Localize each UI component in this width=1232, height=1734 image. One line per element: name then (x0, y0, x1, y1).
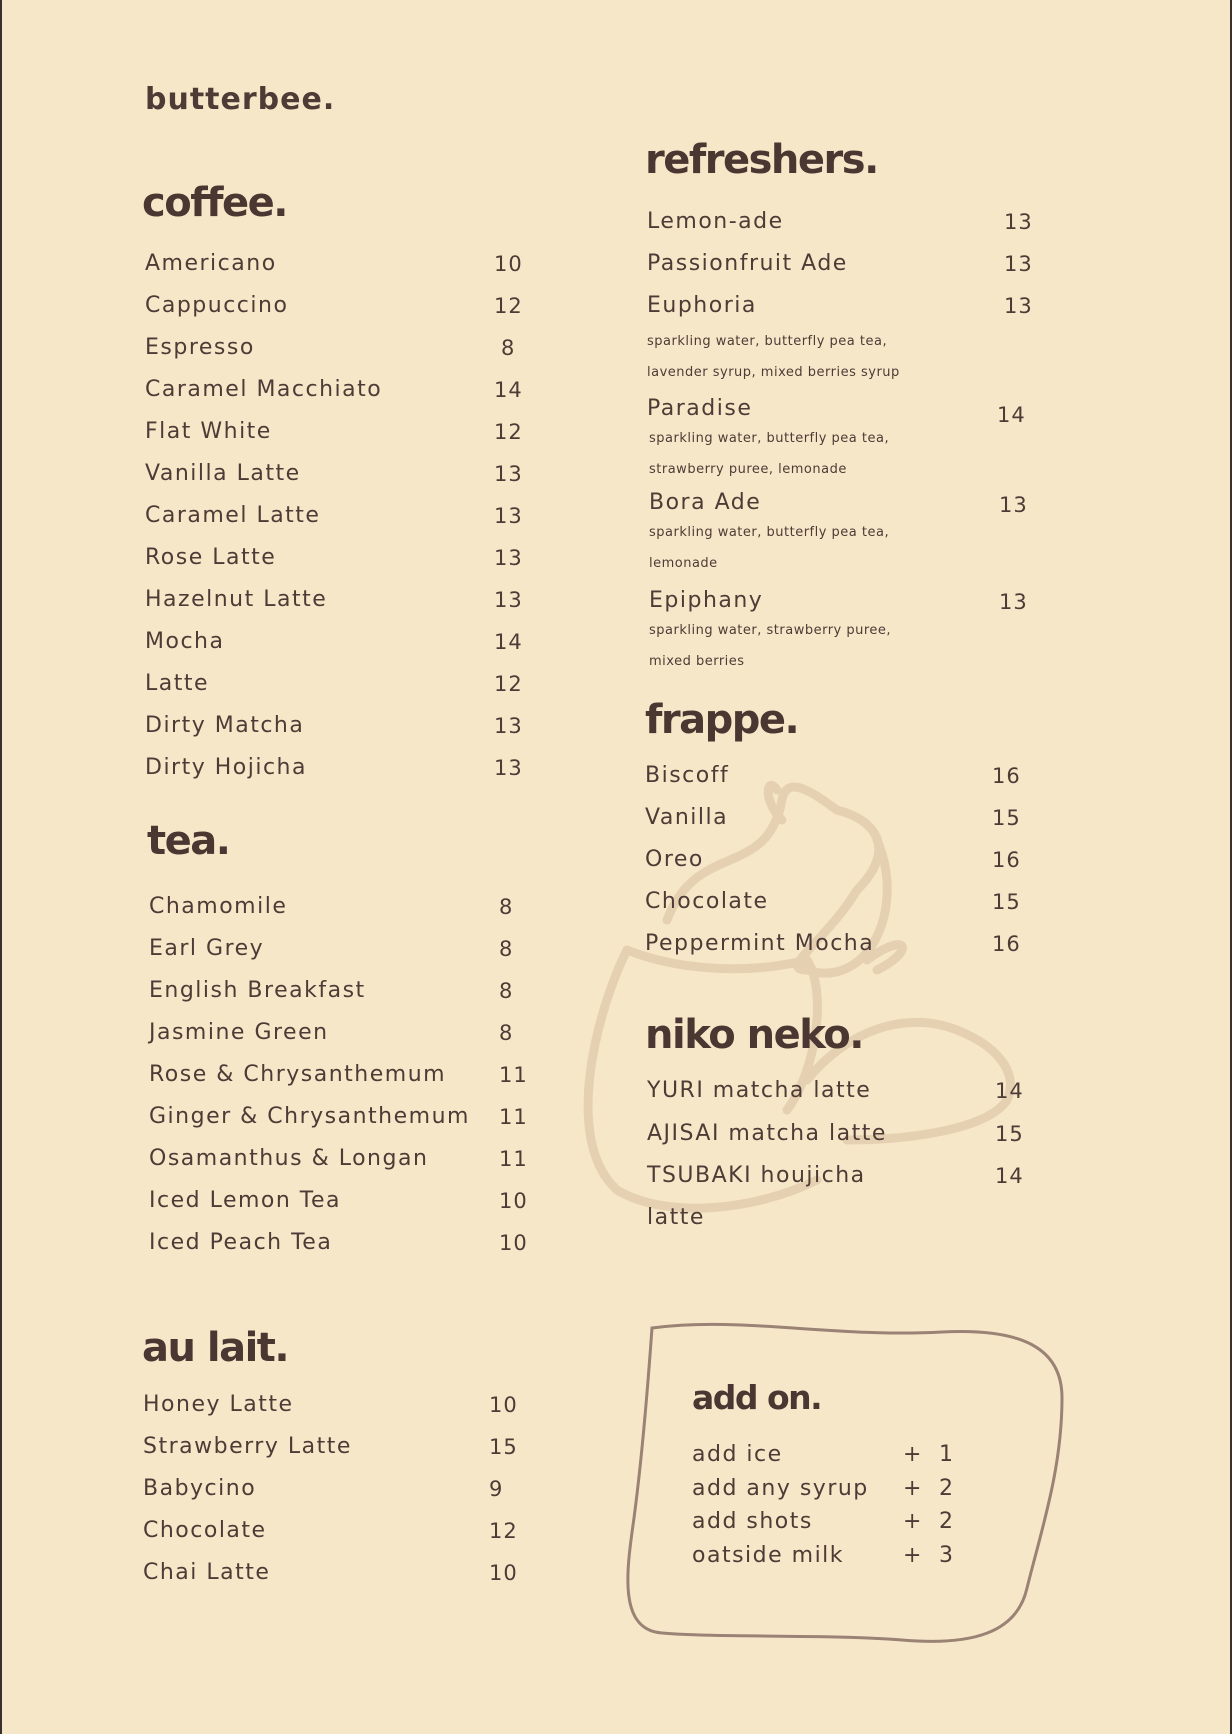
menu-item-name: Passionfruit Ade (647, 251, 848, 276)
addon-price: 1 (939, 1442, 955, 1467)
menu-item-name: Bora Ade (649, 490, 762, 515)
menu-item-price: 12 (494, 420, 523, 444)
menu-item-name: AJISAI matcha latte (647, 1121, 887, 1146)
menu-item-name: Oreo (645, 847, 704, 872)
menu-item-name: Hazelnut Latte (145, 587, 328, 612)
menu-item-name: Espresso (145, 335, 255, 360)
section-title-addon: add on. (692, 1378, 822, 1417)
menu-item-name: Lemon-ade (647, 209, 784, 234)
addon-price: 2 (939, 1476, 955, 1501)
menu-item-name: Biscoff (645, 763, 730, 788)
menu-item-description: lemonade (649, 556, 718, 571)
menu-item-name: Flat White (145, 419, 272, 444)
addon-name: oatside milk (692, 1543, 845, 1568)
menu-item-name: Iced Lemon Tea (149, 1188, 342, 1213)
menu-item-name: Earl Grey (149, 936, 265, 961)
menu-item-name: Strawberry Latte (143, 1434, 352, 1459)
menu-item-price: 15 (995, 1122, 1024, 1146)
menu-item-price: 13 (494, 714, 523, 738)
menu-item-name: Chai Latte (143, 1560, 271, 1585)
menu-item-price: 11 (499, 1063, 528, 1087)
menu-item-price: 14 (995, 1164, 1024, 1188)
menu-item-name: Cappuccino (145, 293, 289, 318)
menu-item-name: Epiphany (649, 588, 764, 613)
menu-item-price: 16 (992, 932, 1021, 956)
menu-item-price: 13 (494, 546, 523, 570)
addon-plus: + (903, 1442, 923, 1467)
menu-item-price: 15 (992, 806, 1021, 830)
menu-item-description: strawberry puree, lemonade (649, 462, 847, 477)
menu-item-name: Iced Peach Tea (149, 1230, 333, 1255)
menu-item-name: Ginger & Chrysanthemum (149, 1104, 470, 1129)
menu-item-name: Dirty Matcha (145, 713, 305, 738)
addon-name: add any syrup (692, 1476, 869, 1501)
section-title-nikoneko: niko neko. (645, 1012, 863, 1058)
menu-item-price: 10 (494, 252, 523, 276)
menu-item-name: Rose & Chrysanthemum (149, 1062, 447, 1087)
menu-item-price: 13 (494, 588, 523, 612)
menu-item-description: sparkling water, strawberry puree, (649, 623, 892, 638)
menu-item-name: Vanilla (645, 805, 729, 830)
menu-item-price: 14 (995, 1079, 1024, 1103)
menu-item-price: 13 (999, 590, 1028, 614)
menu-item-name: Peppermint Mocha (645, 931, 875, 956)
menu-item-price: 12 (489, 1519, 518, 1543)
menu-item-price: 15 (489, 1435, 518, 1459)
addon-name: add ice (692, 1442, 783, 1467)
menu-item-description: lavender syrup, mixed berries syrup (647, 365, 900, 380)
menu-item-name: Osamanthus & Longan (149, 1146, 429, 1171)
menu-item-name: Caramel Latte (145, 503, 321, 528)
menu-item-name: Dirty Hojicha (145, 755, 307, 780)
section-title-coffee: coffee. (142, 180, 287, 226)
menu-item-price: 11 (499, 1105, 528, 1129)
menu-item-description: sparkling water, butterfly pea tea, (647, 334, 888, 349)
menu-item-name: Jasmine Green (149, 1020, 329, 1045)
menu-item-name-continued: latte (647, 1205, 705, 1230)
menu-item-price: 10 (499, 1231, 528, 1255)
menu-item-price: 13 (1004, 294, 1033, 318)
menu-item-price: 8 (499, 895, 514, 919)
menu-item-price: 8 (499, 937, 514, 961)
addon-name: add shots (692, 1509, 813, 1534)
menu-item-price: 13 (494, 504, 523, 528)
menu-item-price: 13 (494, 756, 523, 780)
addon-price: 2 (939, 1509, 955, 1534)
menu-item-name: Chamomile (149, 894, 288, 919)
menu-item-name: Caramel Macchiato (145, 377, 383, 402)
menu-item-price: 10 (499, 1189, 528, 1213)
menu-item-name: Rose Latte (145, 545, 277, 570)
section-title-frappe: frappe. (645, 697, 799, 743)
menu-item-name: YURI matcha latte (647, 1078, 872, 1103)
menu-item-price: 12 (494, 294, 523, 318)
menu-item-name: Americano (145, 251, 277, 276)
menu-item-price: 13 (494, 462, 523, 486)
menu-item-description: sparkling water, butterfly pea tea, (649, 431, 890, 446)
menu-item-name: Euphoria (647, 293, 757, 318)
menu-item-name: Latte (145, 671, 210, 696)
menu-item-name: Babycino (143, 1476, 257, 1501)
menu-item-description: sparkling water, butterfly pea tea, (649, 525, 890, 540)
section-title-refreshers: refreshers. (645, 137, 878, 183)
menu-item-name: TSUBAKI houjicha (647, 1163, 866, 1188)
menu-item-price: 13 (1004, 252, 1033, 276)
menu-item-price: 16 (992, 764, 1021, 788)
menu-item-price: 8 (499, 1021, 514, 1045)
addon-price: 3 (939, 1543, 955, 1568)
addon-plus: + (903, 1509, 923, 1534)
menu-item-price: 14 (997, 403, 1026, 427)
menu-item-name: Mocha (145, 629, 225, 654)
addon-plus: + (903, 1476, 923, 1501)
menu-item-name: English Breakfast (149, 978, 366, 1003)
addon-plus: + (903, 1543, 923, 1568)
menu-item-description: mixed berries (649, 654, 745, 669)
menu-item-price: 8 (499, 979, 514, 1003)
menu-item-price: 9 (489, 1477, 504, 1501)
menu-item-price: 8 (501, 336, 516, 360)
menu-item-price: 11 (499, 1147, 528, 1171)
section-title-tea: tea. (147, 818, 230, 864)
menu-item-price: 15 (992, 890, 1021, 914)
menu-item-price: 10 (489, 1393, 518, 1417)
menu-item-price: 14 (494, 630, 523, 654)
menu-item-name: Chocolate (645, 889, 769, 914)
menu-item-name: Honey Latte (143, 1392, 294, 1417)
menu-item-name: Paradise (647, 396, 753, 421)
menu-item-price: 13 (1004, 210, 1033, 234)
menu-item-name: Vanilla Latte (145, 461, 301, 486)
menu-item-price: 16 (992, 848, 1021, 872)
brand-logo: butterbee. (145, 82, 336, 117)
menu-item-name: Chocolate (143, 1518, 267, 1543)
section-title-aulait: au lait. (142, 1325, 289, 1371)
menu-item-price: 14 (494, 378, 523, 402)
menu-item-price: 10 (489, 1561, 518, 1585)
menu-item-price: 13 (999, 493, 1028, 517)
menu-item-price: 12 (494, 672, 523, 696)
